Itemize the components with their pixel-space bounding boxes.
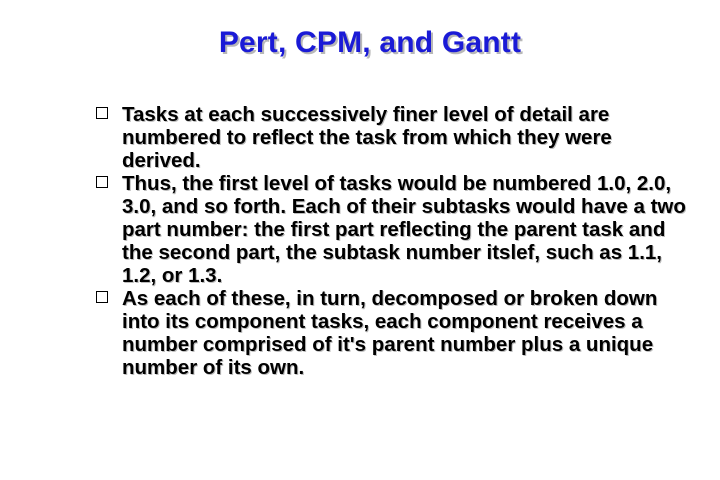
- bullet-item: [96, 103, 696, 172]
- bullet-text: Thus, the first level of tasks would be numbered 1.0, 2.0, 3.0, and so forth. Each of their subtasks would have a two part number: the first part reflecting the parent task and the second part, the subtask number itslef, such as 1.1, 1.2, or 1.3.: [122, 172, 686, 287]
- hollow-square-bullet-icon: [96, 291, 108, 303]
- slide-title: Pert, CPM, and Gantt: [218, 26, 522, 59]
- bullet-text: Tasks at each successively finer level of detail are numbered to reflect the task from which they were derived.: [122, 103, 612, 172]
- hollow-square-bullet-icon: [96, 176, 108, 188]
- bullet-item: [96, 172, 696, 287]
- hollow-square-bullet-icon: [96, 107, 108, 119]
- bullet-list: [96, 103, 696, 379]
- bullet-item: [96, 287, 696, 379]
- bullet-text: As each of these, in turn, decomposed or broken down into its component tasks, each component receives a number comprised of it's parent number plus a unique number of its own.: [122, 287, 658, 379]
